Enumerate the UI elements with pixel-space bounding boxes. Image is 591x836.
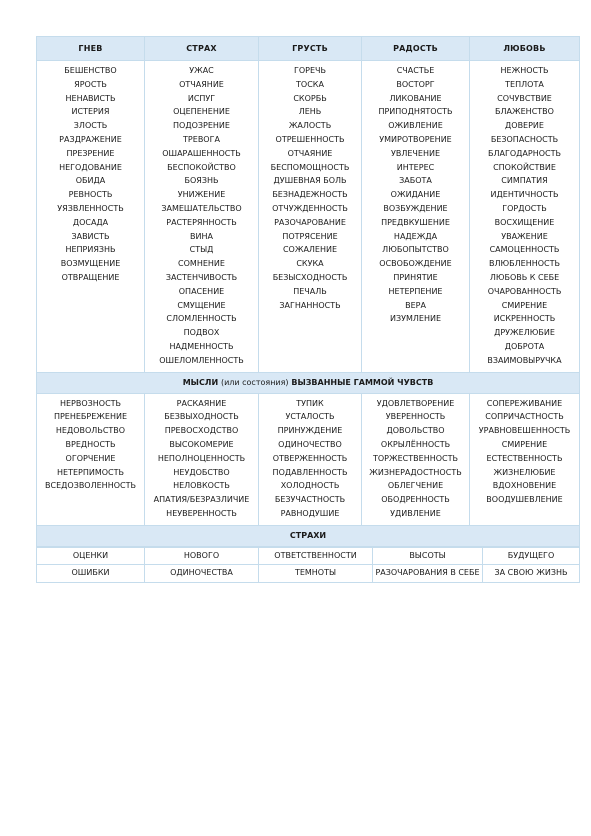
list-item: ИНТЕРЕС xyxy=(396,162,435,172)
list-item: ВОЗБУЖДЕНИЕ xyxy=(383,203,448,213)
list-item: ПРИНЯТИЕ xyxy=(393,272,438,282)
list-item: ВЛЮБЛЕННОСТЬ xyxy=(489,259,560,269)
list-item: ВЗАИМОВЫРУЧКА xyxy=(487,355,562,365)
list-item: ПРЕВОСХОДСТВО xyxy=(164,426,239,436)
list-item: НАДЕЖДА xyxy=(393,231,438,241)
list-item: ЖИЗНЕЛЮБИЕ xyxy=(493,467,556,477)
list-item: АПАТИЯ/БЕЗРАЗЛИЧИЕ xyxy=(153,495,250,505)
column-header-sadness: ГРУСТЬ xyxy=(259,37,362,61)
list-item: ДУШЕВНАЯ БОЛЬ xyxy=(273,176,347,186)
list-item: ОГОРЧЕНИЕ xyxy=(65,453,116,463)
list-item: ДОСАДА xyxy=(72,217,109,227)
list-item: ОБОДРЕННОСТЬ xyxy=(381,495,450,505)
list-item: ВРЕДНОСТЬ xyxy=(65,439,116,449)
list-item: ПРИНУЖДЕНИЕ xyxy=(277,426,343,436)
list-item: БЕЗЫСХОДНОСТЬ xyxy=(272,272,348,282)
fear-cell: ЗА СВОЮ ЖИЗНЬ xyxy=(483,564,580,583)
emotions-list-sadness xyxy=(259,61,362,373)
list-item: ОПАСЕНИЕ xyxy=(178,286,225,296)
emotions-list-fear xyxy=(145,61,259,373)
emotions-row xyxy=(37,61,580,373)
list-item: ЛИКОВАНИЕ xyxy=(389,93,442,103)
list-item: БОЯЗНЬ xyxy=(184,176,219,186)
list-item: СМИРЕНИЕ xyxy=(501,300,548,310)
list-item: БЕШЕНСТВО xyxy=(64,66,117,75)
list-item: ЛЮБОВЬ К СЕБЕ xyxy=(489,272,560,282)
list-item: ПРИПОДНЯТОСТЬ xyxy=(378,107,453,117)
list-item: ОТЧАЯНИЕ xyxy=(179,79,224,89)
list-item: ЗАБОТА xyxy=(399,176,432,186)
list-item: ИСТЕРИЯ xyxy=(71,107,110,117)
fear-cell: БУДУЩЕГО xyxy=(483,547,580,564)
list-item: УЯЗВЛЕННОСТЬ xyxy=(57,203,124,213)
list-item: СОПЕРЕЖИВАНИЕ xyxy=(486,398,563,408)
list-item: РАЗОЧАРОВАНИЕ xyxy=(274,217,346,227)
column-header-joy: РАДОСТЬ xyxy=(362,37,470,61)
list-item: УМИРОТВОРЕНИЕ xyxy=(379,134,452,144)
list-item: УРАВНОВЕШЕННОСТЬ xyxy=(478,426,571,436)
column-header-love: ЛЮБОВЬ xyxy=(470,37,580,61)
list-item: НЕУДОБСТВО xyxy=(173,467,230,477)
list-item: ЗАМЕШАТЕЛЬСТВО xyxy=(161,203,242,213)
list-item: НЕУВЕРЕННОСТЬ xyxy=(166,508,237,518)
list-item: НЕЖНОСТЬ xyxy=(500,66,549,75)
list-item: ОШАРАШЕННОСТЬ xyxy=(162,148,241,158)
list-item: БЕЗНАДЕЖНОСТЬ xyxy=(272,190,348,200)
list-item: РАСКАЯНИЕ xyxy=(176,398,227,408)
fear-cell: ОДИНОЧЕСТВА xyxy=(145,564,259,583)
list-item: УЖАС xyxy=(189,66,214,75)
list-item: ВСЕДОЗВОЛЕННОСТЬ xyxy=(45,481,136,491)
list-item: ОБИДА xyxy=(75,176,106,186)
list-item: НАДМЕННОСТЬ xyxy=(169,341,234,351)
thoughts-header-part1: МЫСЛИ xyxy=(182,378,219,388)
list-item: ВООДУШЕВЛЕНИЕ xyxy=(486,495,563,505)
list-item: НЕРВОЗНОСТЬ xyxy=(59,398,122,408)
list-item: СМИРЕНИЕ xyxy=(501,439,548,449)
list-item: ЯРОСТЬ xyxy=(74,79,107,89)
thoughts-header-part2: (или состояния) xyxy=(220,378,289,388)
list-item: ИСКРЕННОСТЬ xyxy=(493,314,556,324)
list-item: ИЗУМЛЕНИЕ xyxy=(389,314,441,324)
list-item: НЕПРИЯЗНЬ xyxy=(65,245,116,255)
thoughts-list-4 xyxy=(362,393,470,525)
list-item: НЕГОДОВАНИЕ xyxy=(59,162,122,172)
list-item: ВЕРА xyxy=(405,300,426,310)
list-item: БЕЗОПАСНОСТЬ xyxy=(490,134,559,144)
list-item: БЕСПОКОЙСТВО xyxy=(167,162,236,172)
list-item: ПОТРЯСЕНИЕ xyxy=(282,231,338,241)
fear-cell: НОВОГО xyxy=(145,547,259,564)
list-item: ОТЧУЖДЕННОСТЬ xyxy=(272,203,348,213)
emotions-table xyxy=(36,36,580,547)
list-item: ПРЕНЕБРЕЖЕНИЕ xyxy=(53,412,128,422)
thoughts-list-3 xyxy=(259,393,362,525)
list-item: НЕПОЛНОЦЕННОСТЬ xyxy=(157,453,246,463)
list-item: ЖИЗНЕРАДОСТНОСТЬ xyxy=(369,467,462,477)
fears-table xyxy=(36,547,580,584)
list-item: ОЖИВЛЕНИЕ xyxy=(388,121,443,131)
list-item: СОМНЕНИЕ xyxy=(178,259,225,269)
list-item: ОСВОБОЖДЕНИЕ xyxy=(379,259,452,269)
fear-cell: ОТВЕТСТВЕННОСТИ xyxy=(259,547,373,564)
list-item: РАЗДРАЖЕНИЕ xyxy=(59,134,122,144)
list-item: ТЕПЛОТА xyxy=(505,79,544,89)
column-header-anger: ГНЕВ xyxy=(37,37,145,61)
thoughts-header xyxy=(37,372,580,393)
list-item: БЛАЖЕНСТВО xyxy=(495,107,554,117)
fears-row-2 xyxy=(37,564,580,583)
list-item: ЛЮБОПЫТСТВО xyxy=(382,245,449,255)
list-item: ВОСТОРГ xyxy=(396,79,435,89)
list-item: РАВНОДУШИЕ xyxy=(280,508,340,518)
list-item: СМУЩЕНИЕ xyxy=(177,300,226,310)
thoughts-list-2 xyxy=(145,393,259,525)
list-item: ДРУЖЕЛЮБИЕ xyxy=(494,328,555,338)
list-item: РАСТЕРЯННОСТЬ xyxy=(166,217,237,227)
list-item: УВЛЕЧЕНИЕ xyxy=(390,148,441,158)
list-item: ПРЕЗРЕНИЕ xyxy=(66,148,115,158)
list-item: ОДИНОЧЕСТВО xyxy=(278,439,342,449)
list-item: УВАЖЕНИЕ xyxy=(501,231,548,241)
list-item: РЕВНОСТЬ xyxy=(68,190,113,200)
list-item: БЛАГОДАРНОСТЬ xyxy=(488,148,561,158)
list-item: ВИНА xyxy=(190,231,213,241)
list-item: ВОСХИЩЕНИЕ xyxy=(494,217,555,227)
list-item: ИДЕНТИЧНОСТЬ xyxy=(490,190,559,200)
list-item: НЕТЕРПИМОСТЬ xyxy=(57,467,124,477)
list-item: УДИВЛЕНИЕ xyxy=(390,508,441,518)
list-item: БЕСПОМОЩНОСТЬ xyxy=(270,162,350,172)
list-item: СКУКА xyxy=(296,259,324,269)
list-item: ТОРЖЕСТВЕННОСТЬ xyxy=(373,453,458,463)
list-item: ПОДАВЛЕННОСТЬ xyxy=(272,467,348,477)
fears-header: СТРАХИ xyxy=(37,525,580,546)
thoughts-list-5 xyxy=(470,393,580,525)
list-item: БЕЗУЧАСТНОСТЬ xyxy=(274,495,346,505)
list-item: СОЖАЛЕНИЕ xyxy=(282,245,338,255)
list-item: ВЫСОКОМЕРИЕ xyxy=(169,439,234,449)
list-item: НЕНАВИСТЬ xyxy=(65,93,116,103)
list-item: САМОЦЕННОСТЬ xyxy=(489,245,560,255)
fears-header-row xyxy=(37,525,580,546)
thoughts-row xyxy=(37,393,580,525)
fear-cell: ОЦЕНКИ xyxy=(37,547,145,564)
list-item: ГОРЕЧЬ xyxy=(293,66,327,75)
list-item: ЗАСТЕНЧИВОСТЬ xyxy=(165,272,238,282)
fear-cell: РАЗОЧАРОВАНИЯ В СЕБЕ xyxy=(373,564,483,583)
list-item: ТУПИК xyxy=(296,398,324,408)
list-item: ЕСТЕСТВЕННОСТЬ xyxy=(486,453,563,463)
list-item: ПЕЧАЛЬ xyxy=(293,286,327,296)
column-header-fear: СТРАХ xyxy=(145,37,259,61)
list-item: ПОДОЗРЕНИЕ xyxy=(173,121,230,131)
list-item: ОЦЕПЕНЕНИЕ xyxy=(173,107,230,117)
list-item: ОТЧАЯНИЕ xyxy=(287,148,333,158)
list-item: ОЖИДАНИЕ xyxy=(390,190,441,200)
list-item: ЖАЛОСТЬ xyxy=(288,121,332,131)
list-item: НЕЛОВКОСТЬ xyxy=(173,481,230,491)
list-item: ВДОХНОВЕНИЕ xyxy=(492,481,557,491)
thoughts-header-part3: ВЫЗВАННЫЕ ГАММОЙ ЧУВСТВ xyxy=(291,378,434,388)
fears-row-1 xyxy=(37,547,580,564)
list-item: СПОКОЙСТВИЕ xyxy=(493,162,556,172)
list-item: ОБЛЕГЧЕНИЕ xyxy=(387,481,444,491)
list-item: НЕТЕРПЕНИЕ xyxy=(388,286,443,296)
list-item: ДОВЕРИЕ xyxy=(505,121,544,131)
emotions-table-sheet xyxy=(36,36,579,583)
list-item: ОКРЫЛЁННОСТЬ xyxy=(380,439,451,449)
list-item: ОТВРАЩЕНИЕ xyxy=(61,272,120,282)
list-item: БЕЗВЫХОДНОСТЬ xyxy=(164,412,239,422)
list-item: ОТРЕШЕННОСТЬ xyxy=(275,134,345,144)
list-item: ПРЕДВКУШЕНИЕ xyxy=(381,217,450,227)
list-item: ЗАГНАННОСТЬ xyxy=(279,300,341,310)
list-item: СОПРИЧАСТНОСТЬ xyxy=(485,412,564,422)
list-item: УВЕРЕННОСТЬ xyxy=(385,412,446,422)
list-item: ИСПУГ xyxy=(187,93,216,103)
list-item: ЗАВИСТЬ xyxy=(71,231,110,241)
list-item: СЛОМЛЕННОСТЬ xyxy=(166,314,237,324)
list-item: НЕДОВОЛЬСТВО xyxy=(55,426,126,436)
fear-cell: ОШИБКИ xyxy=(37,564,145,583)
list-item: ДОВОЛЬСТВО xyxy=(386,426,445,436)
list-item: УНИЖЕНИЕ xyxy=(177,190,226,200)
column-header-row xyxy=(37,37,580,61)
thoughts-header-row xyxy=(37,372,580,393)
fear-cell: ТЕМНОТЫ xyxy=(259,564,373,583)
list-item: ТРЕВОГА xyxy=(183,134,220,144)
list-item: СКОРБЬ xyxy=(293,93,327,103)
list-item: ЗЛОСТЬ xyxy=(73,121,108,131)
list-item: СТЫД xyxy=(189,245,214,255)
list-item: ЛЕНЬ xyxy=(298,107,322,117)
list-item: СИМПАТИЯ xyxy=(501,176,548,186)
list-item: ПОДВОХ xyxy=(183,328,220,338)
list-item: ХОЛОДНОСТЬ xyxy=(280,481,340,491)
fear-cell: ВЫСОТЫ xyxy=(373,547,483,564)
list-item: ГОРДОСТЬ xyxy=(502,203,547,213)
list-item: ОТВЕРЖЕННОСТЬ xyxy=(272,453,348,463)
list-item: УДОВЛЕТВОРЕНИЕ xyxy=(376,398,455,408)
list-item: ВОЗМУЩЕНИЕ xyxy=(60,259,121,269)
emotions-list-love xyxy=(470,61,580,373)
emotions-list-joy xyxy=(362,61,470,373)
list-item: СОЧУВСТВИЕ xyxy=(497,93,552,103)
emotions-list-anger xyxy=(37,61,145,373)
list-item: ОЧАРОВАННОСТЬ xyxy=(487,286,562,296)
list-item: ТОСКА xyxy=(296,79,324,89)
list-item: УСТАЛОСТЬ xyxy=(285,412,335,422)
list-item: ДОБРОТА xyxy=(504,341,545,351)
list-item: СЧАСТЬЕ xyxy=(396,66,435,75)
list-item: ОШЕЛОМЛЕННОСТЬ xyxy=(159,355,244,365)
thoughts-list-1 xyxy=(37,393,145,525)
